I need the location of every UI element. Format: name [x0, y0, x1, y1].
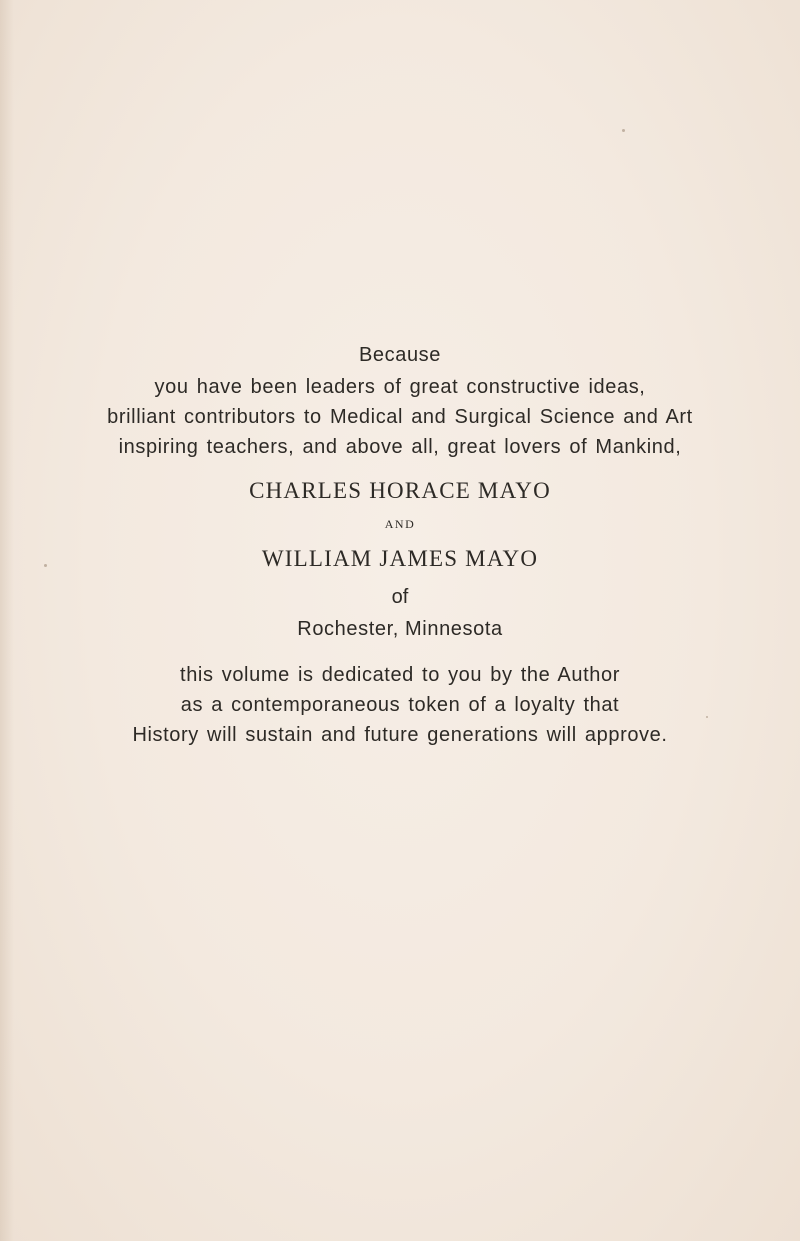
dedication-line: brilliant contributors to Medical and Surgical Science and Art: [107, 406, 693, 428]
dedication-block: [0, 340, 800, 750]
paper-speck: [622, 129, 625, 132]
honoree-name-charles: CHARLES HORACE MAYO: [249, 478, 551, 503]
dedication-line: inspiring teachers, and above all, great lovers of Mankind,: [118, 436, 682, 458]
honoree-name-william: WILLIAM JAMES MAYO: [261, 546, 539, 571]
dedication-opening: Because: [358, 344, 442, 366]
preposition-of: of: [391, 586, 409, 608]
closing-block: [0, 660, 800, 750]
closing-line: History will sustain and future generations will approve.: [132, 724, 668, 746]
conjunction-and: AND: [384, 517, 416, 531]
closing-line: this volume is dedicated to you by the Author: [180, 664, 620, 686]
closing-line: as a contemporaneous token of a loyalty that: [180, 694, 620, 716]
dedication-line: you have been leaders of great constructive ideas,: [154, 376, 646, 398]
place-name: Rochester, Minnesota: [297, 618, 503, 640]
